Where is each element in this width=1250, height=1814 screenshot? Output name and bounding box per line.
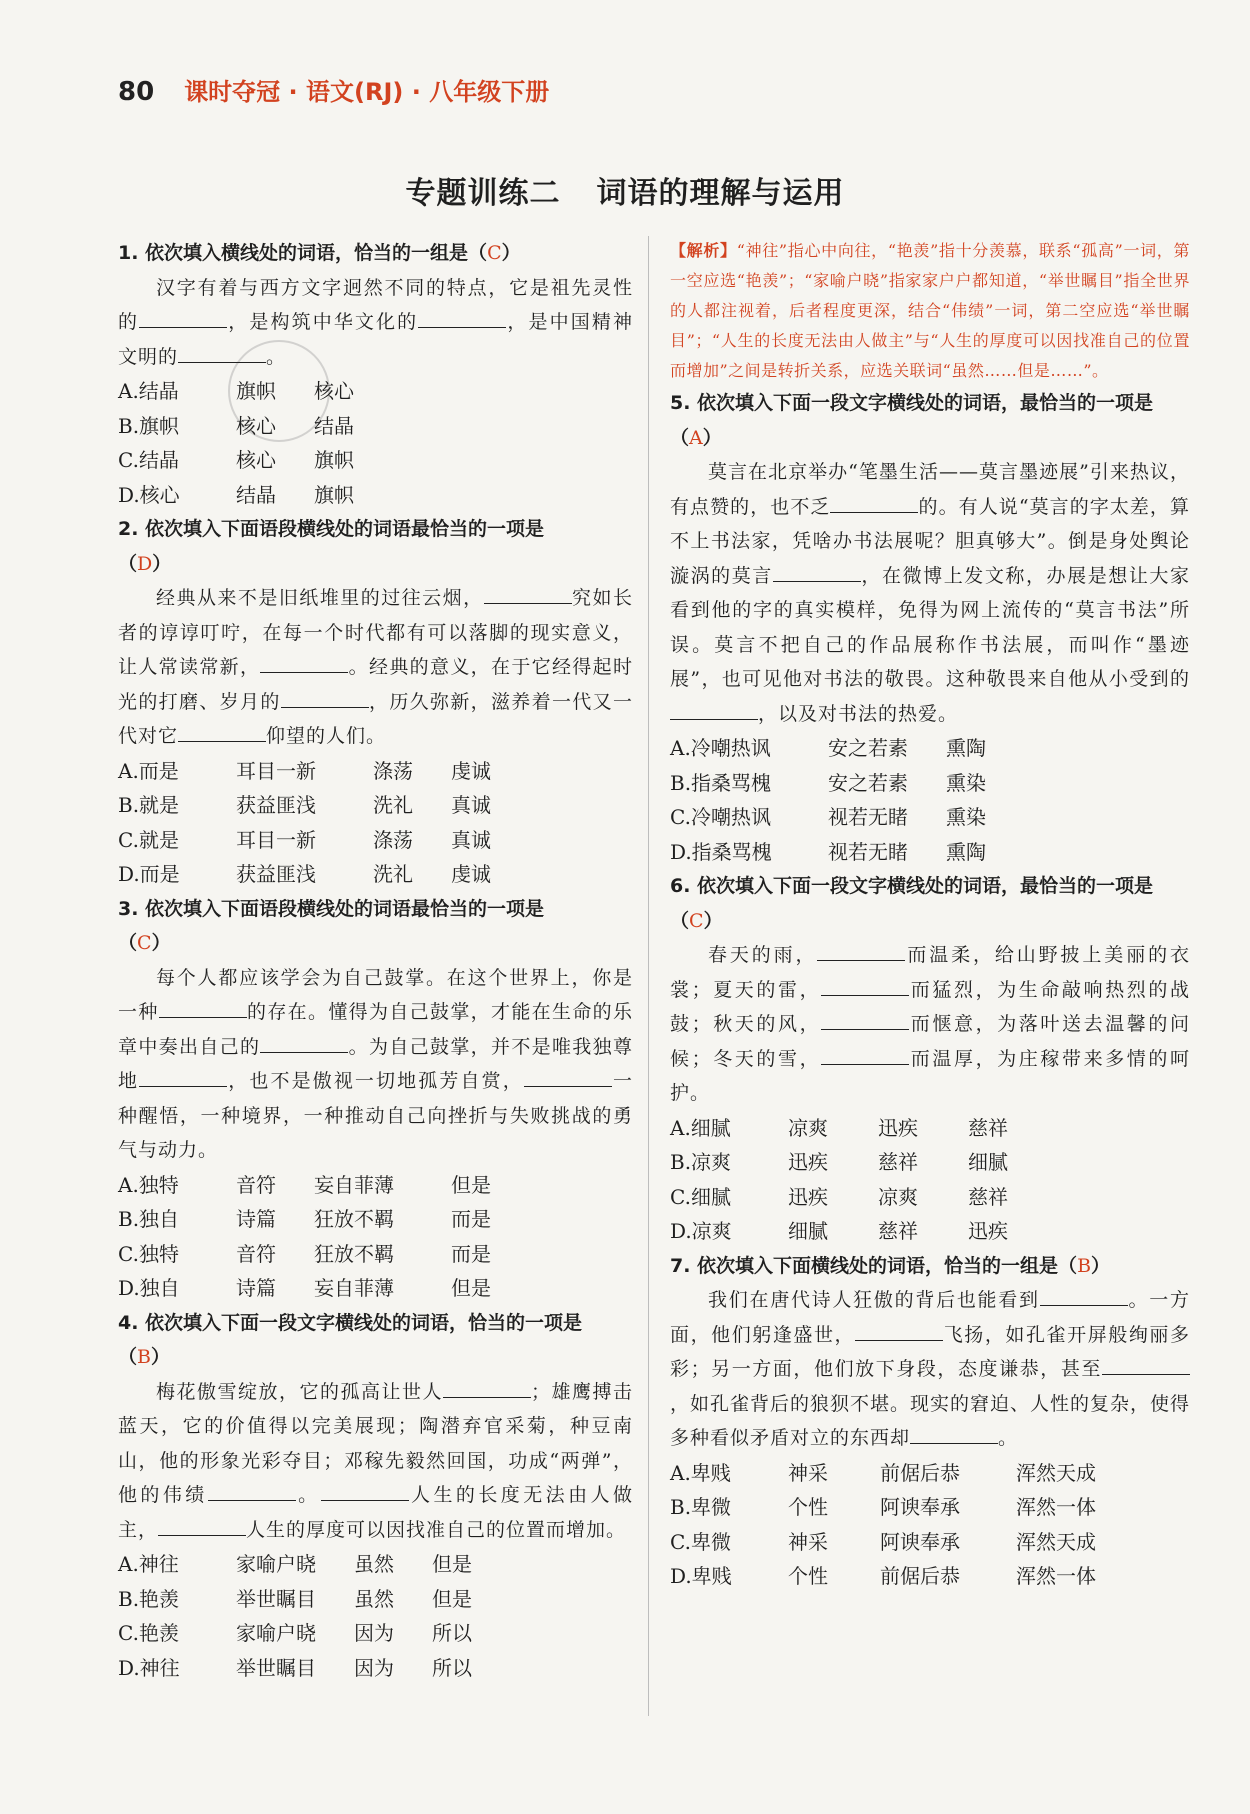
right-column [670,236,1190,1594]
blank-line [821,1045,909,1065]
column-divider [648,236,649,1716]
page-header [118,72,549,107]
answer-mark: B [1077,1254,1092,1277]
option-d: D.神往 举世瞩目 因为 所以 [118,1655,472,1680]
blank-line [910,1424,998,1444]
option-c: C.独特 音符 狂放不羁 而是 [118,1241,491,1266]
option-c: C.结晶 核心 旗帜 [118,448,354,472]
analysis-tag: 【解析】 [670,241,737,260]
answer-mark: C [689,909,704,932]
question-2 [118,512,633,892]
question-4 [118,1306,633,1686]
option-d: D.卑贱 个性 前倨后恭 浑然一体 [670,1564,1096,1588]
analysis-block [670,236,1190,386]
option-a: A.细腻 凉爽 迅疾 慈祥 [670,1115,1008,1140]
option-d: D.独自 诗篇 妄自菲薄 但是 [118,1276,491,1300]
question-head: 3. 依次填入下面语段横线处的词语最恰当的一项是 [118,897,545,920]
option-b: B.艳羡 举世瞩目 虽然 但是 [118,1586,472,1611]
blank-line [1102,1355,1190,1375]
option-c: C.细腻 迅疾 凉爽 慈祥 [670,1184,1008,1209]
option-d: D.凉爽 细腻 慈祥 迅疾 [670,1219,1008,1243]
question-head: 1. 依次填入横线处的词语，恰当的一组是（C） [118,242,521,264]
question-passage: 春天的雨， 而温柔，给山野披上美丽的衣裳；夏天的雷， 而猛烈，为生命敲响热烈的战鼓；秋天的风， 而惬意，为落叶送去温馨的问候；冬天的雪， 而温厚，为庄稼带来多情的呵护。 [670,938,1190,1111]
book-title: 课时夺冠 · 语文(RJ) · 八年级下册 [184,78,550,106]
blank-line [281,688,369,708]
option-a: A.而是 耳目一新 涤荡 虔诚 [118,758,491,783]
blank-line [178,722,266,742]
blank-line [139,308,227,328]
answer-line: （D） [118,552,172,575]
question-5 [670,386,1190,869]
question-passage: 梅花傲雪绽放，它的孤高让世人 ；雄鹰搏击蓝天，它的价值得以完美展现；陶潜弃官采菊，种豆南山，他的形象光彩夺目；邓稼先毅然回国，功成“两弹”，他的伟绩 。 人生的长度无法由人做主， 人生的厚度可以因找准自己的位置而增加。 [118,1375,633,1548]
question-passage: 每个人都应该学会为自己鼓掌。在这个世界上，你是一种 的存在。懂得为自己鼓掌，才能在生命的乐章中奏出自己的 。为自己鼓掌，并不是唯我独尊地 ，也不是傲视一切地孤芳自赏， 一种醒悟，一种境界，一种推动自己向挫折与失败挑战的勇气与动力。 [118,966,633,1161]
answer-line: （C） [118,932,171,954]
page-number: 80 [118,77,155,107]
option-d: D.而是 获益匪浅 洗礼 虔诚 [118,862,491,886]
question-passage: 我们在唐代诗人狂傲的背后也能看到 。一方面，他们躬逢盛世， 飞扬，如孔雀开屏般绚丽多彩；另一方面，他们放下身段，态度谦恭，甚至，如孔雀背后的狼狈不堪。现实的窘迫、人性的复杂，使得多种看似矛盾对立的东西却 。 [670,1283,1190,1456]
left-column [118,236,633,1685]
answer-mark: B [137,1346,151,1368]
option-c: C.冷嘲热讽 视若无睹 熏染 [670,805,986,829]
blank-line [1040,1286,1128,1306]
blank-line [159,998,247,1018]
title-part-1: 专题训练二 [405,176,561,211]
option-a: A.结晶 旗帜 核心 [118,379,354,403]
blank-line [260,1033,348,1053]
question-head: 4. 依次填入下面一段文字横线处的词语，恰当的一项是（B） [118,1311,583,1368]
blank-line [855,1321,943,1341]
title-part-2: 词语的理解与运用 [596,176,845,211]
option-b: B.就是 获益匪浅 洗礼 真诚 [118,793,491,817]
option-a: A.独特 音符 妄自菲薄 但是 [118,1172,491,1197]
question-6 [670,869,1190,1249]
blank-line [830,493,918,513]
blank-line [321,1481,409,1501]
blank-line [524,1067,612,1087]
question-head: 2. 依次填入下面语段横线处的词语最恰当的一项是 [118,518,545,540]
option-c: C.卑微 神采 阿谀奉承 浑然天成 [670,1529,1096,1554]
question-passage: 汉字有着与西方文字迥然不同的特点，它是祖先灵性的 ，是构筑中华文化的 ，是中国精神文明的 。 [118,276,633,368]
answer-mark: A [689,426,703,449]
option-b: B.卑微 个性 阿谀奉承 浑然一体 [670,1495,1096,1519]
blank-line [484,584,572,604]
question-head: 7. 依次填入下面横线处的词语，恰当的一组是（B） [670,1254,1111,1277]
option-c: C.就是 耳目一新 涤荡 真诚 [118,827,491,852]
blank-line [821,976,909,996]
option-a: A.神往 家喻户晓 虽然 但是 [118,1552,472,1576]
option-b: B.凉爽 迅疾 慈祥 细腻 [670,1150,1008,1174]
blank-line [773,562,861,582]
option-d: D.核心 结晶 旗帜 [118,482,354,507]
option-b: B.旗帜 核心 结晶 [118,413,354,438]
option-d: D.指桑骂槐 视若无睹 熏陶 [670,839,986,864]
blank-line [817,941,905,961]
question-head: 5. 依次填入下面一段文字横线处的词语，最恰当的一项是（A） [670,392,1154,449]
option-b: B.指桑骂槐 安之若素 熏染 [670,770,986,795]
blank-line [260,653,348,673]
question-passage: 经典从来不是旧纸堆里的过往云烟， 究如长者的谆谆叮咛，在每一个时代都有可以落脚的现实意义，让人常读常新， 。经典的意义，在于它经得起时光的打磨、岁月的 ，历久弥新，滋养着一代又一代对它 仰望的人们。 [118,581,633,754]
option-a: A.卑贱 神采 前倨后恭 浑然天成 [670,1460,1096,1485]
blank-line [821,1010,909,1030]
option-c: C.艳羡 家喻户晓 因为 所以 [118,1621,472,1645]
blank-line [178,343,266,363]
blank-line [418,308,506,328]
option-a: A.冷嘲热讽 安之若素 熏陶 [670,736,986,760]
question-head: 6. 依次填入下面一段文字横线处的词语，最恰当的一项是（C） [670,875,1154,932]
answer-mark: C [137,932,152,954]
blank-line [158,1516,246,1536]
blank-line [670,700,758,720]
page-title [0,168,1250,212]
question-1 [118,236,633,512]
answer-mark: C [487,242,502,264]
blank-line [208,1481,296,1501]
question-3 [118,892,633,1306]
analysis-text: “神往”指心中向往，“艳羡”指十分羡慕，联系“孤高”一词，第一空应选“艳羡”；“家喻户晓”指家家户户都知道，“举世瞩目”指全世界的人都注视着，后者程度更深，结合“伟绩”一词，第二空应选“举世瞩目”；“人生的长度无法由人做主”与“人生的厚度可以因找准自己的位置而增加”之间是转折关系，应选关联词“虽然……但是……”。 [670,241,1190,380]
blank-line [443,1378,531,1398]
answer-mark: D [137,552,153,575]
option-b: B.独自 诗篇 狂放不羁 而是 [118,1207,491,1231]
blank-line [139,1067,227,1087]
question-passage: 莫言在北京举办“笔墨生活——莫言墨迹展”引来热议，有点赞的，也不乏 的。有人说“莫言的字太差，算不上书法家，凭啥办书法展呢？胆真够大”。倒是身处舆论漩涡的莫言 ，在微博上发文称，办展是想让大家看到他的字的真实模样，免得为网上流传的“莫言书法”所误。莫言不把自己的作品展称作书法展，而叫作“墨迹展”，也可见他对书法的敬畏。这种敬畏来自他从小受到的，以及对书法的热爱。 [670,461,1190,725]
question-7 [670,1249,1190,1594]
